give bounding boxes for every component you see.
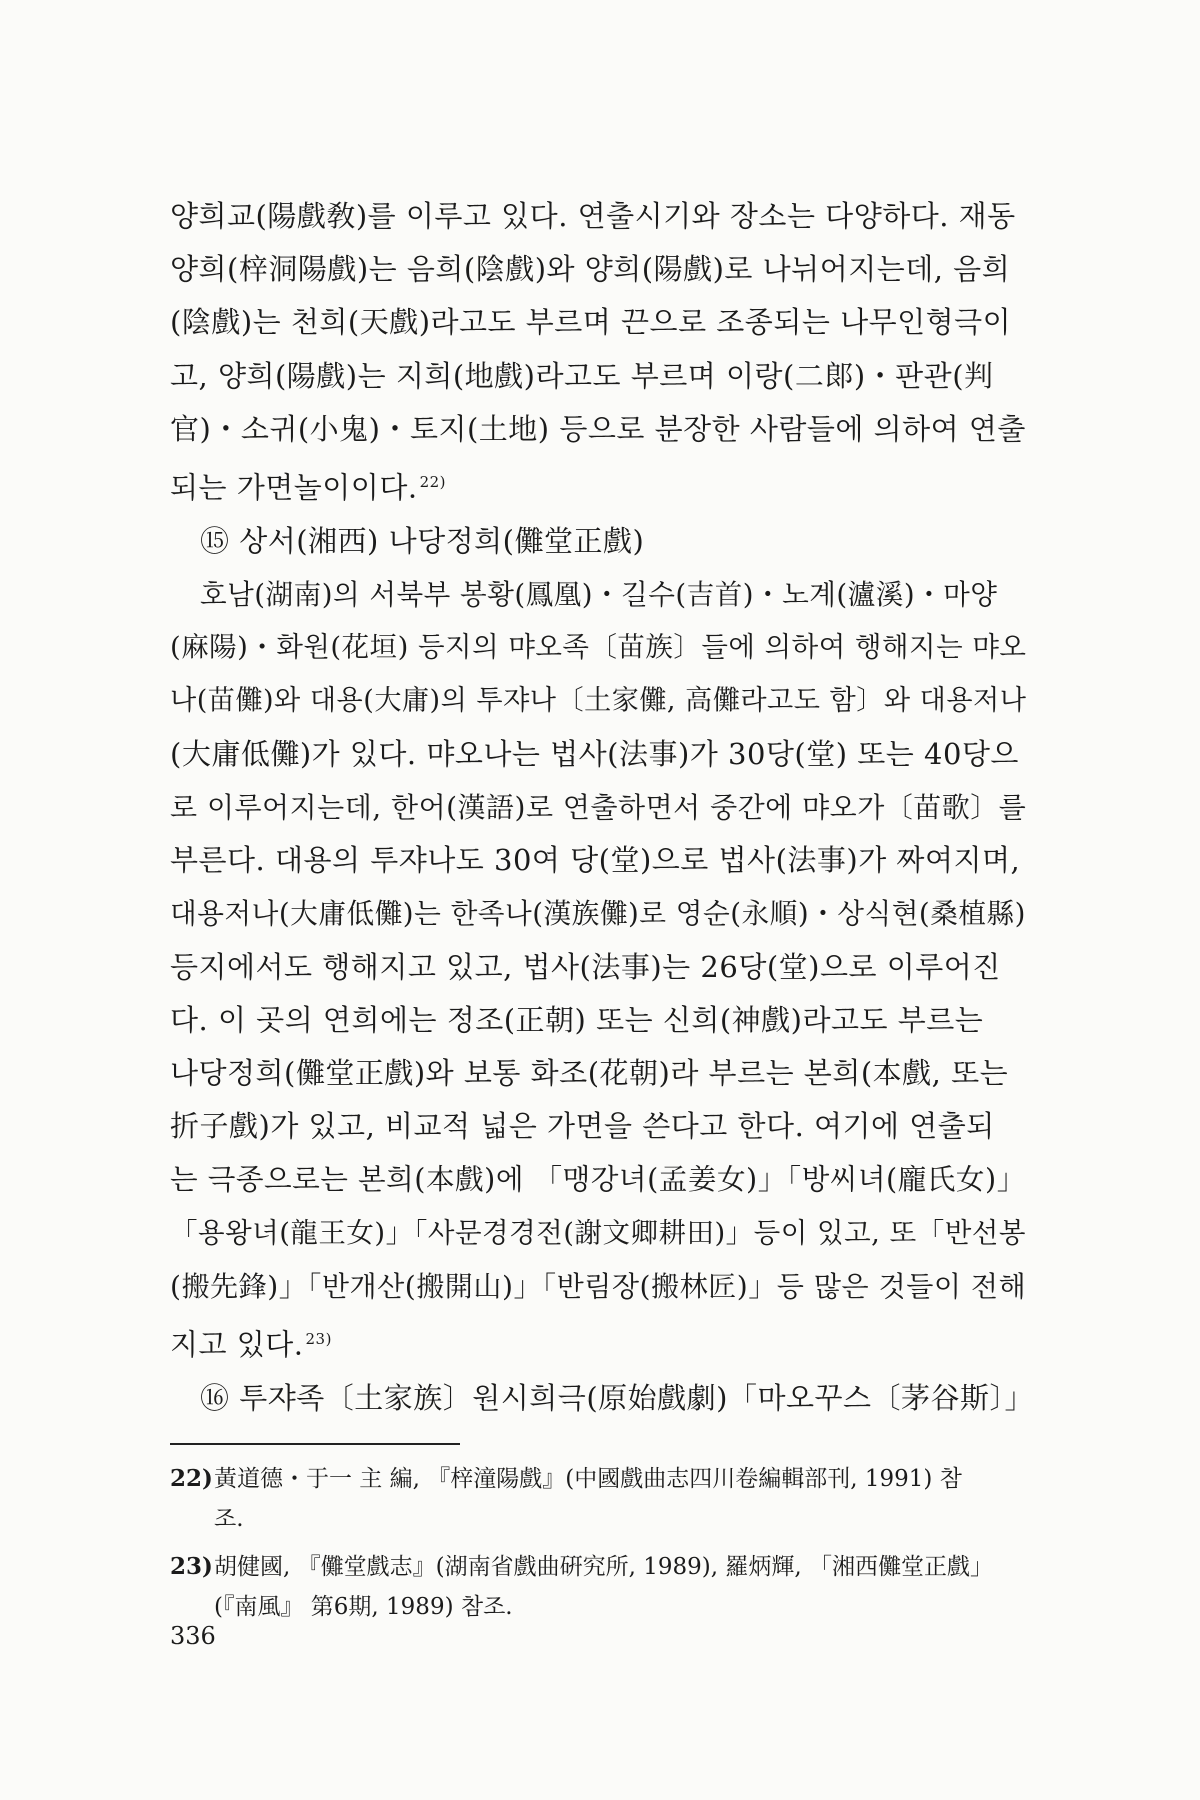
footnote-body bbox=[214, 1459, 1030, 1539]
footnote-line: 黃道德・于一 主 編, 『梓潼陽戲』(中國戲曲志四川卷編輯部刊, 1991) 참 bbox=[214, 1465, 962, 1492]
footnote-divider bbox=[170, 1443, 460, 1445]
footnotes bbox=[170, 1459, 1030, 1627]
footnote-line: 조. bbox=[214, 1505, 244, 1532]
text-line: 등지에서도 행해지고 있고, 법사(法事)는 26당(堂)으로 이루어진 bbox=[170, 949, 1001, 984]
text-line: 양희(梓洞陽戲)는 음희(陰戲)와 양희(陽戲)로 나뉘어지는데, 음희 bbox=[170, 252, 1011, 287]
text-line: 折子戲)가 있고, 비교적 넓은 가면을 쓴다고 한다. 여기에 연출되 bbox=[170, 1109, 995, 1144]
text-line: (陰戲)는 천희(天戲)라고도 부르며 끈으로 조종되는 나무인형극이 bbox=[170, 305, 1012, 340]
page-number: 336 bbox=[170, 1622, 216, 1650]
text-line: 부른다. 대용의 투쟈나도 30여 당(堂)으로 법사(法事)가 짜여지며, bbox=[170, 843, 1021, 878]
footnote-ref-22[interactable]: 22) bbox=[419, 473, 447, 492]
text-line-last bbox=[170, 1313, 1030, 1372]
text-line-content: 되는 가면놀이이다. bbox=[170, 470, 418, 505]
text-line: 「용왕녀(龍王女)」「사문경경전(謝文卿耕田)」등이 있고, 또「반선봉 bbox=[170, 1216, 1026, 1249]
page-content bbox=[170, 190, 1035, 1750]
text-line: 호남(湖南)의 서북부 봉황(鳳凰)・길수(吉首)・노계(瀘溪)・마양 bbox=[200, 578, 998, 612]
text-line: (搬先鋒)」「반개산(搬開山)」「반림장(搬林匠)」등 많은 것들이 전해 bbox=[170, 1269, 1027, 1303]
footnote-number: 22) bbox=[170, 1464, 213, 1492]
paragraph-2 bbox=[170, 568, 1030, 1372]
heading-text: ⑯ 투쟈족〔土家族〕원시희극(原始戲劇)「마오꾸스〔茅谷斯〕」 bbox=[200, 1380, 1035, 1415]
text-line: 다. 이 곳의 연희에는 정조(正朝) 또는 신희(神戲)라고도 부르는 bbox=[170, 1002, 984, 1037]
text-line: 나당정희(儺堂正戲)와 보통 화조(花朝)라 부르는 본희(本戲, 또는 bbox=[170, 1055, 1009, 1090]
text-line: 대용저나(大庸低儺)는 한족나(漢族儺)로 영순(永順)・상식현(桑植縣) bbox=[170, 897, 1026, 931]
paragraph-1 bbox=[170, 190, 1030, 515]
text-line: 양희교(陽戲敎)를 이루고 있다. 연출시기와 장소는 다양하다. 재동 bbox=[170, 199, 1016, 233]
footnote-line: (『南風』 第6期, 1989) 참조. bbox=[214, 1593, 513, 1620]
text-line-content: 지고 있다. bbox=[170, 1327, 304, 1362]
footnote-22 bbox=[170, 1459, 1030, 1539]
footnote-number: 23) bbox=[170, 1552, 213, 1580]
section-heading-16 bbox=[170, 1372, 1035, 1425]
text-line: (大庸低儺)가 있다. 먀오나는 법사(法事)가 30당(堂) 또는 40당으 bbox=[170, 736, 1019, 771]
footnote-line: 胡健國, 『儺堂戲志』(湖南省戲曲硏究所, 1989), 羅炳輝, 「湘西儺堂正戲」 bbox=[214, 1553, 993, 1580]
footnote-23 bbox=[170, 1547, 1030, 1627]
footnote-body bbox=[214, 1547, 1030, 1627]
text-line: 官)・소귀(小鬼)・토지(土地) 등으로 분장한 사람들에 의하여 연출 bbox=[170, 411, 1026, 446]
heading-text: ⑮ 상서(湘西) 나당정희(儺堂正戲) bbox=[200, 523, 645, 558]
text-line-last bbox=[170, 456, 1030, 515]
body-text bbox=[170, 190, 1035, 1425]
text-line: 로 이루어지는데, 한어(漢語)로 연출하면서 중간에 먀오가〔苗歌〕를 bbox=[170, 790, 1027, 824]
text-line: 는 극종으로는 본희(本戲)에 「맹강녀(孟姜女)」「방씨녀(龐氏女)」 bbox=[170, 1162, 1026, 1197]
text-line: 고, 양희(陽戲)는 지희(地戲)라고도 부르며 이랑(二郞)・판관(判 bbox=[170, 358, 994, 393]
footnote-ref-23[interactable]: 23) bbox=[305, 1329, 332, 1348]
text-line: 나(苗儺)와 대용(大庸)의 투쟈나〔土家儺, 高儺라고도 함〕와 대용저나 bbox=[170, 685, 1027, 717]
text-line: (麻陽)・화원(花垣) 등지의 먀오족〔苗族〕들에 의하여 행해지는 먀오 bbox=[170, 631, 1027, 664]
section-heading-15 bbox=[170, 515, 1030, 568]
